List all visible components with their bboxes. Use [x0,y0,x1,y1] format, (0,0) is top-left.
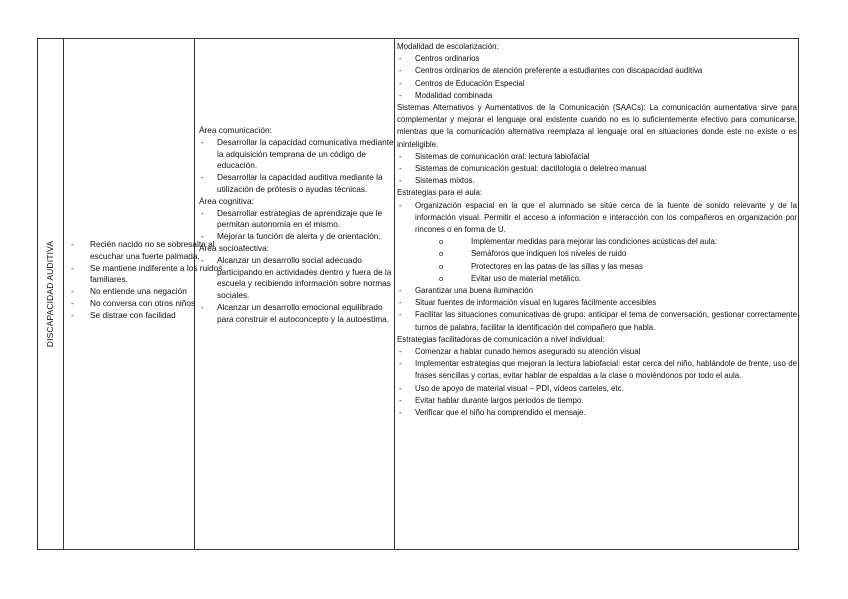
list-item: - Centros ordinarios [397,53,797,65]
acoustic-sublist [397,236,797,285]
list-item: - Centros de Educación Especial [397,78,797,90]
list-item: - Uso de apoyo de material visual – PDI, vídeos carteles, etc. [397,383,797,395]
classroom-list [397,200,797,237]
measures-cell [397,41,797,419]
list-item: - Recién nacido no se sobresalta al escuchar una fuerte palmada. [68,239,223,263]
list-item: - Alcanzar un desarrollo social adecuado participando en actividades dentro y fuera de la escuela y recibiendo información sobre normas sociales. [199,255,395,302]
list-item: - Sistemas mixtos. [397,175,797,187]
list-item: - Desarrollar la capacidad auditiva mediante la utilización de prótesis o ayudas técnicas. [199,172,395,196]
list-item: - No entiende una negación [68,286,223,298]
sub-list-item: o Semáforos que indiquen los niveles de ruido [397,248,797,260]
list-item: - Alcanzar un desarrollo emocional equilibrado para construir el autoconcepto y la autoestima. [199,302,395,326]
section-heading: Área socioafectiva: [199,242,270,253]
category-cell [38,39,63,549]
list-item: - No conversa con otros niños [68,298,223,310]
classroom-list [397,285,797,334]
list-item: - Mejorar la función de alerta y de orientación. [199,231,395,243]
list-item: - Sistemas de comunicación oral: lectura labiofacial [397,151,797,163]
list-item: - Situar fuentes de información visual en lugares fácilmente accesibles [397,297,797,309]
list-item: - Implementar estrategias que mejoran la lectura labiofacial: estar cerca del niño, hablándole de frente, uso de frases sencillas y cortas, evitar hablar de espaldas a la clase o moviéndonos por todo el aula. [397,358,797,382]
objectives-list [199,137,395,196]
saac-list [397,151,797,188]
section-heading: Estrategias facilitadoras de comunicación a nivel individual: [397,334,605,344]
list-item: - Evitar hablar durante largos periodos de tiempo. [397,395,797,407]
list-item: - Comenzar a hablar cunado hemos asegurado su atención visual [397,346,797,358]
list-item: - Modalidad combinada [397,90,797,102]
section-heading: Modalidad de escolarización: [397,42,499,51]
list-item: - Se distrae con facilidad [68,310,223,322]
sub-list-item: o Protectores en las patas de las sillas y las mesas [397,261,797,273]
list-item: - Sistemas de comunicación gestual: dactilología o deletreo manual [397,163,797,175]
objectives-list [199,255,395,326]
list-item: - Desarrollar la capacidad comunicativa mediante la adquisición temprana de un código de educación. [199,137,395,172]
list-item: - Verificar que el niño ha comprendido el mensaje. [397,407,797,419]
list-item: - Facilitar las situaciones comunicativas de grupo: anticipar el tema de conversación, gestionar correctamente turnos de palabra, facilitar la identificación del compañero que habla. [397,309,797,333]
objectives-cell [199,125,395,326]
section-heading: Estrategias para el aula: [397,188,483,198]
section-heading: Área comunicación: [199,125,272,135]
list-item: - Centros ordinarios de atención preferente a estudiantes con discapacidad auditiva [397,65,797,77]
column-divider [63,39,64,549]
list-item: - Se mantiene indiferente a los ruidos familiares. [68,263,223,287]
individual-list [397,346,797,419]
list-item: - Garantizar una buena iluminación [397,285,797,297]
list-item: - Desarrollar estrategias de aprendizaje que le permitan autonomía en el mismo. [199,208,395,232]
sub-list-item: o Implementar medidas para mejorar las condiciones acústicas del aula: [397,236,797,248]
hearing-disability-table [37,38,799,550]
sub-list-item: o Evitar uso de material metálico. [397,273,797,285]
objectives-list [199,208,395,243]
saac-paragraph: Sistemas Alternativos y Aumentativos de la Comunicación (SAACs): La comunicación aumentativa sirve para complementar y mejorar el lenguaje oral existente cuando no es lo suficientemente efectivo para comunicarse, mientras que la comunicación alternativa reemplaza al lenguaje oral en situaciones donde este no existe o es ininteligible. [397,103,797,149]
category-label: DISCAPACIDAD AUDITIVA [45,240,55,348]
section-heading: Área cognitiva: [199,195,254,206]
list-item: - Organización espacial en la que el alumnado se sitúe cerca de la fuente de sonido relevante y de la información visual. Permitir el acceso a información e interacción con los compañeros en organización por rincones o en forma de U. [397,200,797,237]
schooling-list [397,53,797,102]
